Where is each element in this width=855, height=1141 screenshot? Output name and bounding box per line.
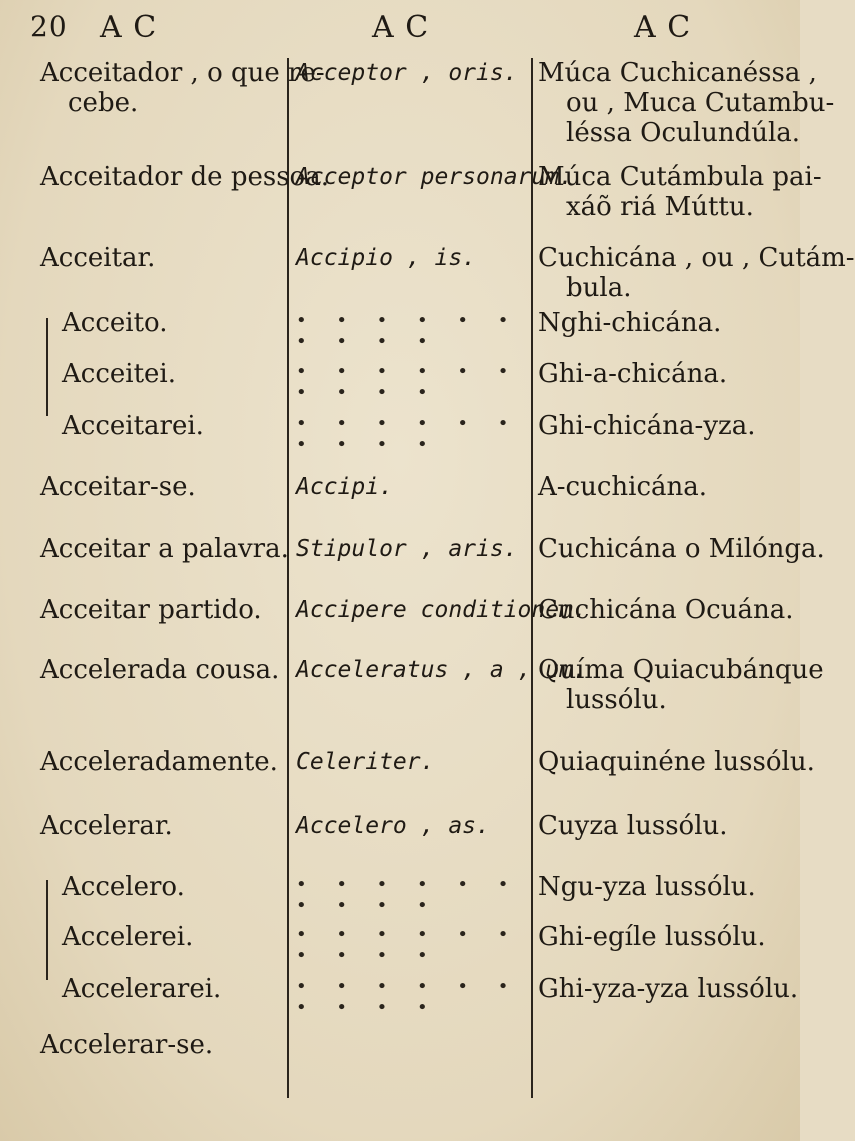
kiriri-entry: Ngu-yza lussólu. (538, 872, 756, 902)
latin-entry: Accipio , is. (296, 245, 477, 271)
ditto-dots: • • • • • • • • • • (296, 874, 521, 916)
portuguese-entry: Acceito. (62, 308, 168, 338)
kiriri-entry: Cuchicána o Milónga. (538, 534, 825, 564)
kiriri-entry: Ghi-yza-yza lussólu. (538, 974, 799, 1004)
portuguese-entry: Acceitar partido. (40, 595, 262, 625)
ditto-dots: • • • • • • • • • • (296, 310, 521, 352)
latin-entry: Acceptor personarum. (296, 164, 573, 190)
latin-entry: Accipere conditionem. (296, 597, 587, 623)
kiriri-entry: Cuchicána Ocuána. (538, 595, 794, 625)
portuguese-entry: Acceitar. (40, 243, 156, 273)
portuguese-entry: Acceleradamente. (40, 747, 278, 777)
page-number: 20 (30, 10, 68, 43)
kiriri-entry: Múca Cutámbula pai- xáõ riá Múttu. (538, 162, 822, 222)
portuguese-entry: Accelero. (62, 872, 185, 902)
latin-entry: Acceptor , oris. (296, 60, 518, 86)
latin-entry: Celeriter. (296, 749, 435, 775)
kiriri-entry: Nghi-chicána. (538, 308, 722, 338)
latin-entry: Stipulor , aris. (296, 536, 518, 562)
portuguese-entry: Acceitar-se. (40, 472, 196, 502)
portuguese-entry: Accelerar-se. (40, 1030, 214, 1060)
kiriri-entry: Cuchicána , ou , Cutám- bula. (538, 243, 855, 303)
ditto-dots: • • • • • • • • • • (296, 361, 521, 403)
latin-entry: Accelero , as. (296, 813, 490, 839)
middle-column-heading: A C (372, 10, 430, 45)
kiriri-entry: Ghi-chicána-yza. (538, 411, 756, 441)
portuguese-entry: Accelerada cousa. (40, 655, 280, 685)
portuguese-entry: Acceitar a palavra. (40, 534, 289, 564)
kiriri-entry: Ghi-a-chicána. (538, 359, 728, 389)
ditto-dots: • • • • • • • • • • (296, 924, 521, 966)
kiriri-entry: Cuyza lussólu. (538, 811, 728, 841)
right-column-heading: A C (634, 10, 692, 45)
portuguese-entry: Accelerar. (40, 811, 173, 841)
portuguese-entry: Accelerei. (62, 922, 194, 952)
portuguese-entry: Acceitador de pessoa. (40, 162, 329, 192)
portuguese-entry: Acceitador , o que re- cebe. (40, 58, 325, 118)
portuguese-entry: Accelerarei. (62, 974, 222, 1004)
ditto-dots: • • • • • • • • • • (296, 976, 521, 1018)
kiriri-entry: Ghi-egíle lussólu. (538, 922, 766, 952)
kiriri-entry: Químa Quiacubánque lussólu. (538, 655, 824, 715)
portuguese-entry: Acceitei. (62, 359, 177, 389)
latin-entry: Acceleratus , a , um. (296, 657, 587, 683)
left-column-heading: A C (100, 10, 158, 45)
ditto-dots: • • • • • • • • • • (296, 413, 521, 455)
kiriri-entry: Quiaquinéne lussólu. (538, 747, 815, 777)
latin-entry: Accipi. (296, 474, 393, 500)
kiriri-entry: A-cuchicána. (538, 472, 708, 502)
kiriri-entry: Múca Cuchicanéssa , ou , Muca Cutambu- léssa Oculundúla. (538, 58, 835, 148)
portuguese-entry: Acceitarei. (62, 411, 204, 441)
